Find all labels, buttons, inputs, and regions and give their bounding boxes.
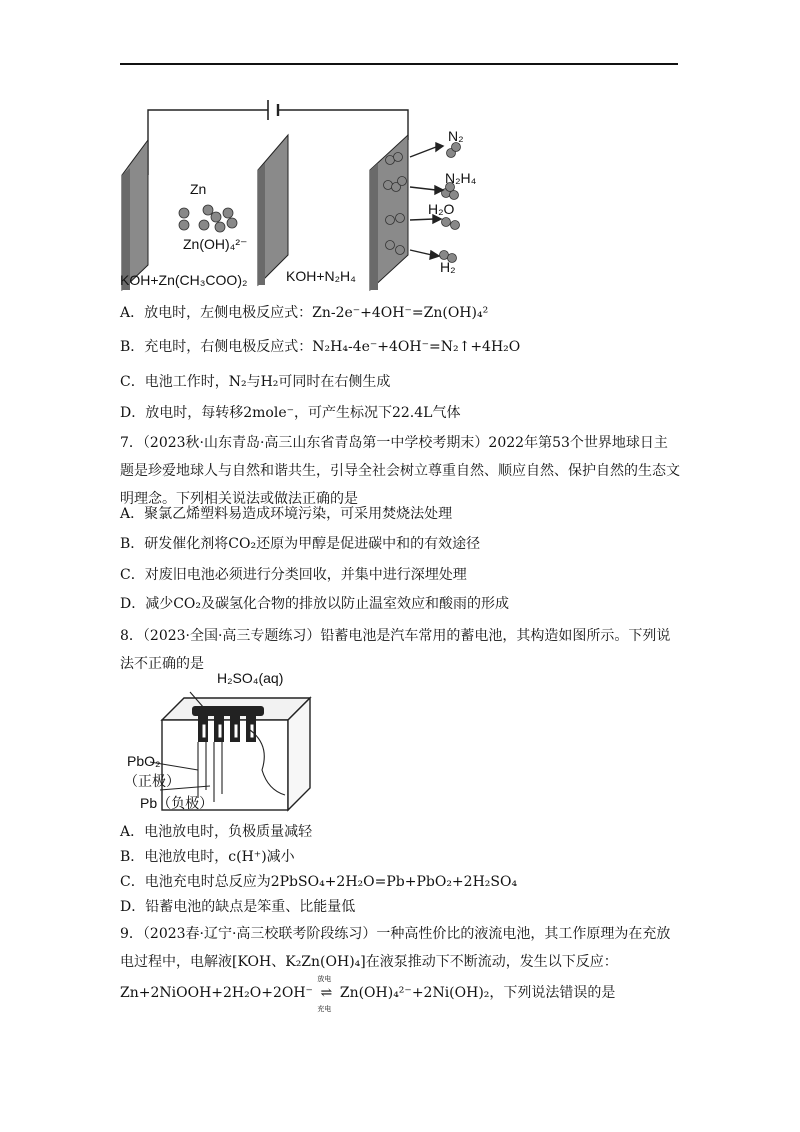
fig2-pbo2-label: PbO₂ xyxy=(127,753,161,769)
q9-eq-top: 放电 xyxy=(317,975,332,983)
fig2-pb-label: Pb（负极） xyxy=(140,795,214,811)
fig2-electrolyte-label: H₂SO₄(aq) xyxy=(217,670,284,686)
q9-eq-arrow: ⇌ xyxy=(320,985,333,1001)
fig1-n2h4-label: N₂H₄ xyxy=(445,170,477,186)
fig1-n2-label: N₂ xyxy=(448,128,464,144)
fig1-znoh-label: Zn(OH)₄²⁻ xyxy=(183,236,248,252)
q7-option-b: B．研发催化剂将CO₂还原为甲醇是促进碳中和的有效途径 xyxy=(120,536,481,552)
fig2-positive-label: （正极） xyxy=(124,773,180,789)
q8-stem: 8．（2023·全国·高三专题练习）铅蓄电池是汽车常用的蓄电池，其构造如图所示。下列说法不正确的是 xyxy=(120,628,671,672)
fig1-left-solution: KOH+Zn(CH₃COO)₂ xyxy=(120,272,248,288)
fig1-mid-solution: KOH+N₂H₄ xyxy=(286,268,356,284)
fig1-zn-label: Zn xyxy=(190,181,207,197)
q8-option-d: D．铅蓄电池的缺点是笨重、比能量低 xyxy=(120,899,356,915)
q9-eq-bottom: 充电 xyxy=(317,1005,332,1013)
fig1-h2o-label: H₂O xyxy=(428,201,455,217)
q9-stem: 9．（2023春·辽宁·高三校联考阶段练习）一种高性价比的液流电池，其工作原理为在充放电过程中，电解液[KOH、K₂Zn(OH)₄]在液泵推动下不断流动，发生以下反应： xyxy=(120,926,671,970)
q8-option-a: A．电池放电时，负极质量减轻 xyxy=(120,824,313,840)
q8-option-b: B．电池放电时，c(H⁺)减小 xyxy=(120,849,295,865)
q7-option-c: C．对废旧电池必须进行分类回收，并集中进行深埋处理 xyxy=(120,567,467,583)
q9-eq-left: Zn+2NiOOH+2H₂O+2OH⁻ xyxy=(120,985,313,1001)
q6-option-d: D．放电时，每转移2mole⁻，可产生标况下22.4L气体 xyxy=(120,405,461,421)
q7-option-d: D．减少CO₂及碳氢化合物的排放以防止温室效应和酸雨的形成 xyxy=(120,596,510,612)
q8-option-c: C．电池充电时总反应为2PbSO₄+2H₂O=Pb+PbO₂+2H₂SO₄ xyxy=(120,874,518,890)
q9-eq-arrow-group xyxy=(317,975,335,1013)
q7-option-a: A．聚氯乙烯塑料易造成环境污染，可采用焚烧法处理 xyxy=(120,506,453,522)
header-rule xyxy=(120,63,678,65)
fig1-h2-label: H₂ xyxy=(440,259,456,275)
q6-option-c: C．电池工作时，N₂与H₂可同时在右侧生成 xyxy=(120,374,391,390)
q7-stem: 7．（2023秋·山东青岛·高三山东省青岛第一中学校考期末）2022年第53个世界地球日主题是珍爱地球人与自然和谐共生，引导全社会树立尊重自然、顺应自然、保护自然的生态文明理念。下列相关说法或做法正确的是 xyxy=(120,435,680,507)
q6-option-b: B．充电时，右侧电极反应式：N₂H₄-4e⁻+4OH⁻=N₂↑+4H₂O xyxy=(120,339,521,355)
q9-eq-right: Zn(OH)₄²⁻+2Ni(OH)₂，下列说法错误的是 xyxy=(339,985,616,1001)
q6-option-a: A．放电时，左侧电极反应式：Zn-2e⁻+4OH⁻=Zn(OH)₄² xyxy=(120,305,489,321)
q9-equation xyxy=(120,975,616,1013)
